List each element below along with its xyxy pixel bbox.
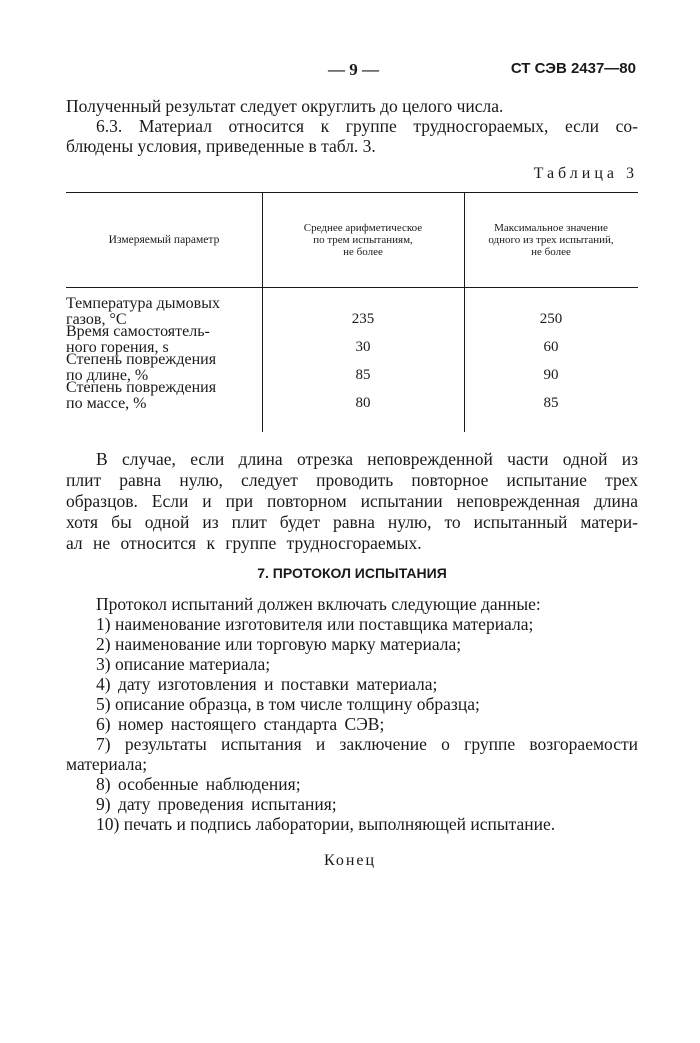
retest-line-3: образцов. Если и при повторном испытании неповрежденная длина [66,491,638,511]
header-maximum [464,222,638,258]
protocol-item: 1) наименование изготовителя или поставщика материала; [96,614,534,634]
row-label-line: по длине, % [66,367,149,384]
protocol-item: 9) дату проведения испытания; [96,794,337,814]
protocol-intro: Протокол испытаний должен включать следующие данные: [96,594,541,614]
header-maximum-line-3: не более [531,246,571,258]
end-mark: Конец [323,852,377,869]
table-cell-average: 80 [355,395,371,411]
row-label-line: по массе, % [66,395,147,412]
table-row-label [66,380,246,412]
header-average-line-2: по трем испытаниям, [313,234,413,246]
retest-line-5: ал не относится к группе трудносгораемых. [66,533,422,553]
row-label-line: Степень повреждения [66,379,217,396]
intro-line-2: 6.3. Материал относится к группе трудносгораемых, если со- [96,116,638,136]
table-top-rule [66,192,638,193]
row-label-line: Температура дымовых [66,295,220,312]
protocol-item: материала; [66,754,148,774]
table-cell-average: 30 [355,339,371,355]
results-table [66,192,638,432]
retest-line-2: плит равна нулю, следует проводить повторное испытание трех [66,470,638,490]
protocol-item: 6) номер настоящего стандарта СЭВ; [96,714,385,734]
page-number: — 9 — [328,60,379,79]
table-caption: Таблица 3 [533,165,638,182]
table-header-rule [66,287,638,288]
protocol-item: 8) особенные наблюдения; [96,774,301,794]
intro-line-3: блюдены условия, приведенные в табл. 3. [66,136,376,156]
protocol-item: 7) результаты испытания и заключение о группе возгораемости [96,734,638,754]
row-label-line: Время самостоятель- [66,323,210,340]
table-cell-average: 85 [355,367,371,383]
header-maximum-line-1: Максимальное значение [494,222,608,234]
section-title: 7. ПРОТОКОЛ ИСПЫТАНИЯ [257,565,447,581]
protocol-item: 5) описание образца, в том числе толщину образца; [96,694,480,714]
row-label-line: ного горения, s [66,339,169,356]
table-cell-average: 235 [351,311,375,327]
table-cell-maximum: 90 [543,367,559,383]
standard-code: СТ СЭВ 2437—80 [510,60,636,77]
table-cell-maximum: 250 [539,311,563,327]
header-maximum-line-2: одного из трех испытаний, [488,234,614,246]
row-label-line: газов, °С [66,311,127,328]
protocol-item: 4) дату изготовления и поставки материала; [96,674,438,694]
table-cell-maximum: 60 [543,339,559,355]
header-average-line-3: не более [343,246,383,258]
protocol-item: 2) наименование или торговую марку материала; [96,634,462,654]
header-average-line-1: Среднее арифметическое [303,222,423,234]
retest-line-4: хотя бы одной из плит будет равна нулю, то испытанный матери- [66,512,638,532]
intro-line-1: Полученный результат следует округлить до целого числа. [66,96,504,116]
header-average [262,222,464,258]
protocol-item: 3) описание материала; [96,654,271,674]
retest-line-1: В случае, если длина отрезка неповрежденной части одной из [96,449,638,469]
row-label-line: Степень повреждения [66,351,217,368]
page-header [0,60,700,84]
header-measured-parameter: Измеряемый параметр [108,234,220,246]
table-cell-maximum: 85 [543,395,559,411]
protocol-item: 10) печать и подпись лаборатории, выполняющей испытание. [96,814,556,834]
